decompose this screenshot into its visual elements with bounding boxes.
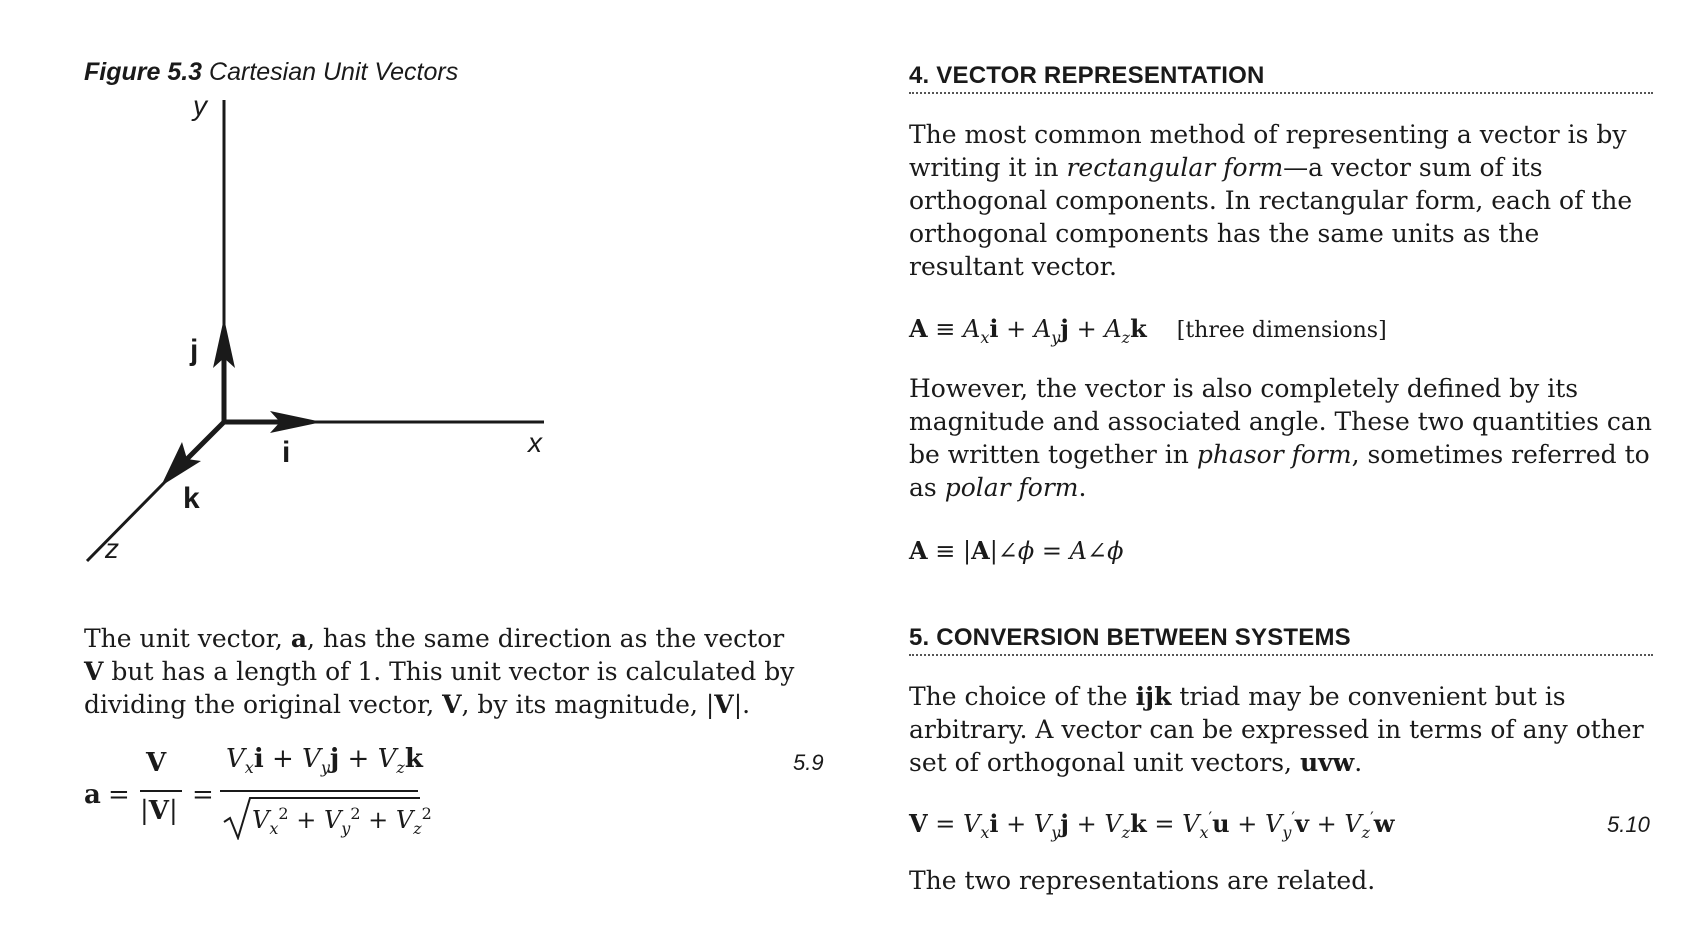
figure-caption <box>84 58 458 87</box>
three-dimensions-note: [three dimensions] <box>1176 318 1387 343</box>
unit-vector-equation: a = V |V| = $V_xi + V_yj + V_zk$ $V_x^2 + V_y^2 + V_z^2$ <box>84 744 432 838</box>
z-axis-label: z <box>105 533 119 564</box>
section-5-heading: 5. CONVERSION BETWEEN SYSTEMS <box>909 624 1351 651</box>
y-axis-label: y <box>193 90 207 121</box>
section-4-paragraph-1: The most common method of representing a vector is by writing it in rectangular form—a vector sum of its orthogonal components. In rectangular form, each of the orthogonal components has the same units as the resultant vector. <box>909 120 1633 281</box>
equation-number-5-9: 5.9 <box>793 750 824 775</box>
cartesian-axes-figure <box>70 90 570 580</box>
i-vector-label: i <box>282 436 291 469</box>
phasor-form-equation: A ≡ |A|∠ϕ = A∠ϕ <box>909 536 1124 565</box>
k-vector-shaft <box>187 422 224 459</box>
j-vector-label: j <box>190 334 199 367</box>
section-5-rule <box>909 654 1653 656</box>
conversion-equation: $V = V_xi + V_yj + V_zk = V_x'u + V_y'v + V_z'w$ <box>909 808 1395 842</box>
section-4-paragraph-2: However, the vector is also completely defined by its magnitude and associated angle. These two quantities can be written together in phasor form, sometimes referred to as polar form. <box>909 374 1652 502</box>
unit-vector-paragraph: The unit vector, a, has the same direction as the vector V but has a length of 1. This unit vector is calculated by dividing the original vector, V, by its magnitude, |V|. <box>84 624 795 719</box>
x-axis-label: x <box>528 427 542 458</box>
section-5-paragraph-2: The two representations are related. <box>909 866 1376 895</box>
equation-number-5-10: 5.10 <box>1607 812 1650 837</box>
figure-title: Cartesian Unit Vectors <box>209 58 459 86</box>
section-5-paragraph-1: The choice of the ijk triad may be convenient but is arbitrary. A vector can be expressed in terms of any other set of orthogonal unit vectors, uvw. <box>909 682 1644 777</box>
section-4-heading: 4. VECTOR REPRESENTATION <box>909 62 1265 89</box>
figure-number: Figure 5.3 <box>84 58 203 86</box>
section-4-rule <box>909 92 1653 94</box>
rectangular-form-equation: $A \equiv A_xi + A_yj + A_zk$ [three dimensions] <box>909 314 1387 347</box>
k-vector-label: k <box>183 482 200 515</box>
